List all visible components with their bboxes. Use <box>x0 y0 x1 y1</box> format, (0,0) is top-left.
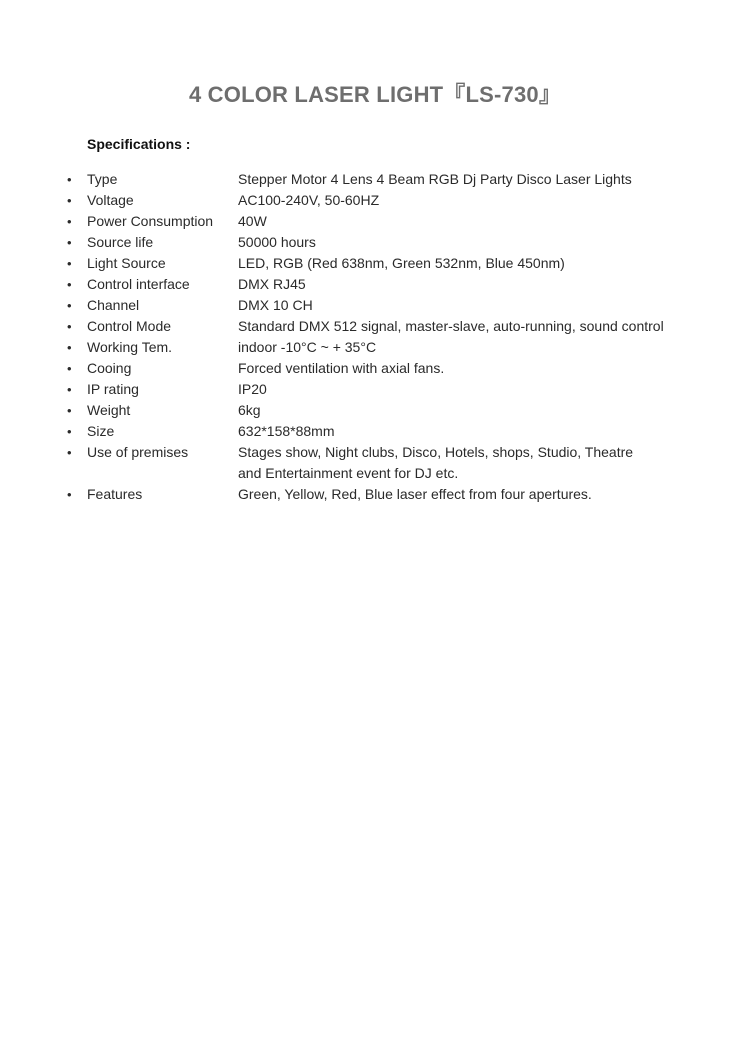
spec-value <box>238 400 722 421</box>
spec-value <box>238 484 722 505</box>
bullet-icon: • <box>67 319 72 334</box>
spec-value-line: 6kg <box>238 402 261 418</box>
spec-value <box>238 358 722 379</box>
spec-value-line: Green, Yellow, Red, Blue laser effect from four apertures. <box>238 486 592 502</box>
spec-label: Features <box>87 486 143 502</box>
spec-label: IP rating <box>87 381 139 397</box>
spec-value <box>238 421 722 442</box>
bullet-icon: • <box>67 382 72 397</box>
spec-label: Voltage <box>87 192 134 208</box>
spec-row <box>62 169 722 190</box>
spec-value <box>238 169 722 190</box>
bullet-icon: • <box>67 445 72 460</box>
spec-value-line: 40W <box>238 213 267 229</box>
spec-value-line: 632*158*88mm <box>238 423 335 439</box>
spec-value <box>238 253 722 274</box>
spec-label: Working Tem. <box>87 339 173 355</box>
spec-value-line: AC100-240V, 50-60HZ <box>238 192 380 208</box>
spec-value-line: LED, RGB (Red 638nm, Green 532nm, Blue 450nm) <box>238 255 565 271</box>
spec-label: Use of premises <box>87 444 189 460</box>
document-title: 4 COLOR LASER LIGHT『LS-730』 <box>188 82 562 107</box>
spec-label: Power Consumption <box>87 213 214 229</box>
specifications-list <box>62 169 722 505</box>
spec-value <box>238 316 722 337</box>
spec-row <box>62 274 722 295</box>
spec-value-line: 50000 hours <box>238 234 316 250</box>
bullet-icon: • <box>67 235 72 250</box>
spec-value-line: DMX RJ45 <box>238 276 306 292</box>
spec-row <box>62 442 722 484</box>
bullet-icon: • <box>67 298 72 313</box>
bullet-icon: • <box>67 277 72 292</box>
bullet-icon: • <box>67 214 72 229</box>
bullet-icon: • <box>67 256 72 271</box>
spec-value <box>238 442 722 484</box>
spec-value <box>238 379 722 400</box>
spec-label: Size <box>87 423 115 439</box>
bullet-icon: • <box>67 361 72 376</box>
spec-row <box>62 337 722 358</box>
bullet-icon: • <box>67 487 72 502</box>
spec-row <box>62 316 722 337</box>
spec-value-line: DMX 10 CH <box>238 297 313 313</box>
spec-value-line: Stepper Motor 4 Lens 4 Beam RGB Dj Party Disco Laser Lights <box>238 171 632 187</box>
spec-label: Cooing <box>87 360 132 376</box>
spec-label: Weight <box>87 402 131 418</box>
spec-row <box>62 421 722 442</box>
spec-value-line: Forced ventilation with axial fans. <box>238 360 445 376</box>
spec-row <box>62 232 722 253</box>
spec-value <box>238 274 722 295</box>
spec-label: Control interface <box>87 276 190 292</box>
spec-row <box>62 190 722 211</box>
spec-row <box>62 211 722 232</box>
spec-value <box>238 211 722 232</box>
spec-value <box>238 295 722 316</box>
spec-row <box>62 379 722 400</box>
specifications-heading: Specifications : <box>87 136 191 152</box>
bullet-icon: • <box>67 424 72 439</box>
spec-value <box>238 190 722 211</box>
spec-value-line: indoor -10°C ~ + 35°C <box>238 339 377 355</box>
spec-label: Channel <box>87 297 140 313</box>
bullet-icon: • <box>67 403 72 418</box>
spec-label: Light Source <box>87 255 166 271</box>
spec-value-line: Standard DMX 512 signal, master-slave, auto-running, sound control <box>238 318 664 334</box>
spec-value-line: and Entertainment event for DJ etc. <box>238 465 459 481</box>
spec-label: Control Mode <box>87 318 172 334</box>
bullet-icon: • <box>67 193 72 208</box>
spec-label: Source life <box>87 234 154 250</box>
spec-row <box>62 400 722 421</box>
spec-label: Type <box>87 171 118 187</box>
spec-value-line: Stages show, Night clubs, Disco, Hotels, shops, Studio, Theatre <box>238 444 634 460</box>
spec-row <box>62 253 722 274</box>
spec-value <box>238 232 722 253</box>
bullet-icon: • <box>67 340 72 355</box>
bullet-icon: • <box>67 172 72 187</box>
spec-row <box>62 295 722 316</box>
spec-value <box>238 337 722 358</box>
spec-value-line: IP20 <box>238 381 267 397</box>
spec-row <box>62 358 722 379</box>
spec-row <box>62 484 722 505</box>
